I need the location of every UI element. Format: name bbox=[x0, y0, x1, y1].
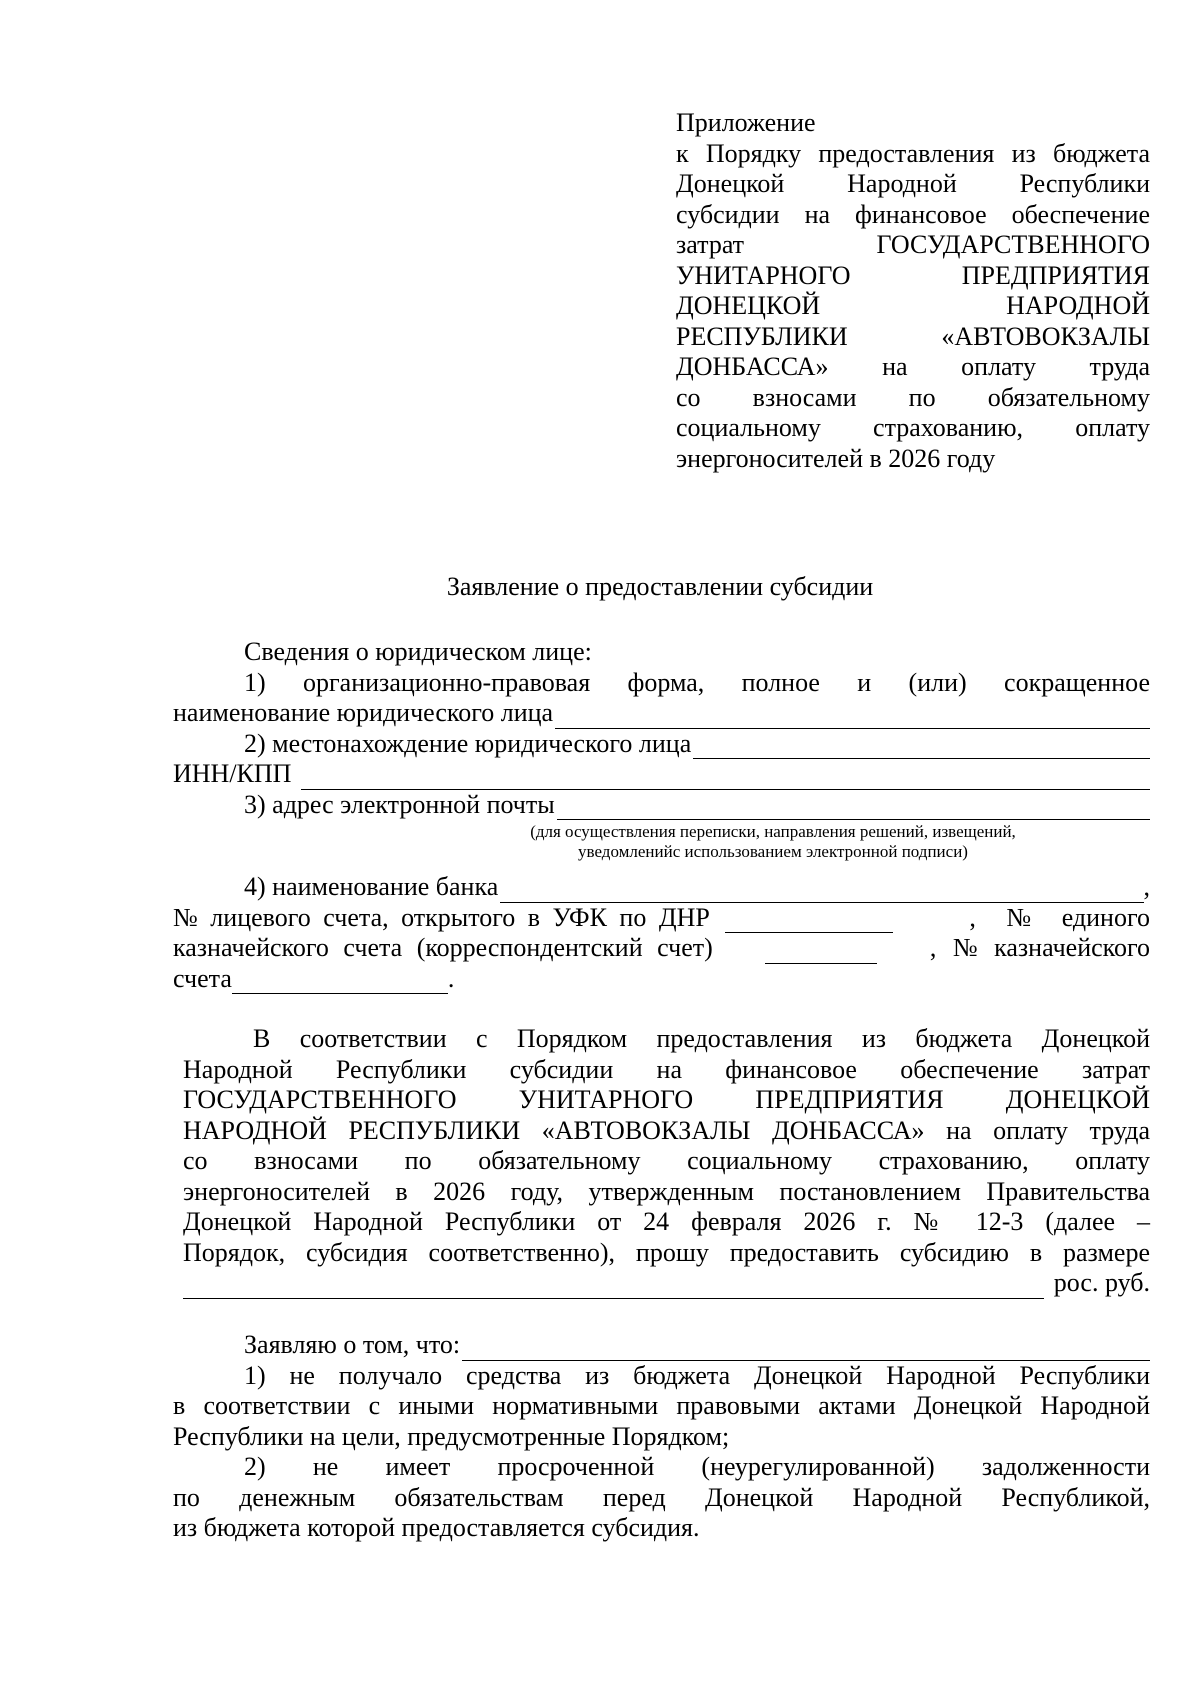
declaration-section bbox=[173, 1330, 1150, 1544]
request-line: со взносами по обязательному социальному страхованию, оплату bbox=[183, 1146, 1150, 1175]
annex-line: Донецкой Народной Республики bbox=[676, 169, 1150, 198]
account-line1: № лицевого счета, открытого в УФК по ДНР , № единого bbox=[173, 902, 1150, 932]
annex-line: к Порядку предоставления из бюджета bbox=[676, 138, 1150, 168]
amount-line: рос. руб. bbox=[183, 1268, 1150, 1299]
entity-section bbox=[173, 637, 1150, 994]
entity-item1-line1: 1) организационно-правовая форма, полное и (или) сокращенное bbox=[244, 667, 1150, 697]
request-section bbox=[183, 1024, 1150, 1299]
annex-block bbox=[676, 108, 1150, 474]
annex-last-line: энергоносителей в 2026 году bbox=[676, 443, 996, 473]
request-line: ГОСУДАРСТВЕННОГО УНИТАРНОГО ПРЕДПРИЯТИЯ ДОНЕЦКОЙ bbox=[183, 1085, 1150, 1114]
entity-item1-line2: наименование юридического лица bbox=[173, 698, 1150, 729]
entity-inn: ИНН/КПП bbox=[173, 759, 1150, 790]
entity-heading: Сведения о юридическом лице: bbox=[244, 637, 592, 666]
request-line: Донецкой Народной Республики от 24 февраля 2026 г. № 12-3 (далее – bbox=[183, 1207, 1150, 1236]
annex-line: субсидии на финансовое обеспечение bbox=[676, 199, 1150, 229]
account-line3: счета . bbox=[173, 963, 455, 993]
personal-account-field[interactable] bbox=[725, 908, 893, 933]
entity-item3: 3) адрес электронной почты bbox=[173, 790, 1150, 821]
declaration-line: 2) не имеет просроченной (неурегулированной) задолженности bbox=[244, 1452, 1150, 1481]
request-line: Народной Республики субсидии на финансовое обеспечение затрат bbox=[183, 1054, 1150, 1084]
request-line: НАРОДНОЙ РЕСПУБЛИКИ «АВТОВОКЗАЛЫ ДОНБАССА» на оплату труда bbox=[183, 1115, 1150, 1145]
declaration-item1 bbox=[173, 1361, 1150, 1422]
declaration-line: 1) не получало средства из бюджета Донецкой Народной Республики bbox=[244, 1360, 1150, 1390]
treasury-account-field[interactable] bbox=[232, 969, 448, 994]
declaration-item1-last: Республики на цели, предусмотренные Порядком; bbox=[173, 1421, 730, 1451]
entity-item2: 2) местонахождение юридического лица bbox=[173, 729, 1150, 760]
declaration-heading: Заявляю о том, что: bbox=[173, 1330, 1150, 1361]
declaration-field[interactable] bbox=[462, 1336, 1150, 1361]
annex-line: РЕСПУБЛИКИ «АВТОВОКЗАЛЫ bbox=[676, 321, 1150, 351]
declaration-item2-last: из бюджета которой предоставляется субсидия. bbox=[173, 1513, 700, 1542]
email-field[interactable] bbox=[557, 795, 1150, 820]
entity-location-field[interactable] bbox=[693, 734, 1150, 759]
annex-line: затрат ГОСУДАРСТВЕННОГО bbox=[676, 230, 1150, 259]
request-line: Порядок, субсидия соответственно), прошу предоставить субсидию в размере bbox=[183, 1237, 1150, 1267]
entity-name-field[interactable] bbox=[555, 704, 1150, 729]
inn-kpp-field[interactable] bbox=[301, 765, 1150, 790]
email-note: (для осуществления переписки, направления решений, извещений, уведомленийс использованием электронной подписи) bbox=[530, 822, 1016, 861]
annex-line: со взносами по обязательному bbox=[676, 382, 1150, 412]
entity-item4: 4) наименование банка , bbox=[244, 872, 1150, 901]
request-line: энергоносителей в 2026 году, утвержденным постановлением Правительства bbox=[183, 1176, 1150, 1206]
annex-line: ДОНЕЦКОЙ НАРОДНОЙ bbox=[676, 291, 1150, 320]
annex-line: УНИТАРНОГО ПРЕДПРИЯТИЯ bbox=[676, 260, 1150, 290]
annex-lines bbox=[676, 139, 1150, 444]
annex-line: социальному страхованию, оплату bbox=[676, 413, 1150, 442]
request-lines bbox=[183, 1024, 1150, 1268]
annex-heading: Приложение bbox=[676, 108, 816, 137]
declaration-item2 bbox=[173, 1452, 1150, 1513]
declaration-line: по денежным обязательствам перед Донецкой Народной Республикой, bbox=[173, 1482, 1150, 1512]
account-line2: казначейского счета (корреспондентский счет) , № казначейского bbox=[173, 933, 1150, 962]
treasury-corr-account-field[interactable] bbox=[765, 939, 877, 964]
request-line: В соответствии с Порядком предоставления из бюджета Донецкой bbox=[253, 1024, 1150, 1053]
annex-line: ДОНБАССА» на оплату труда bbox=[676, 352, 1150, 381]
subsidy-amount-field[interactable] bbox=[183, 1274, 1044, 1299]
declaration-line: в соответствии с иными нормативными правовыми актами Донецкой Народной bbox=[173, 1391, 1150, 1420]
bank-name-field[interactable] bbox=[500, 878, 1143, 903]
page-title: Заявление о предоставлении субсидии bbox=[446, 572, 874, 601]
